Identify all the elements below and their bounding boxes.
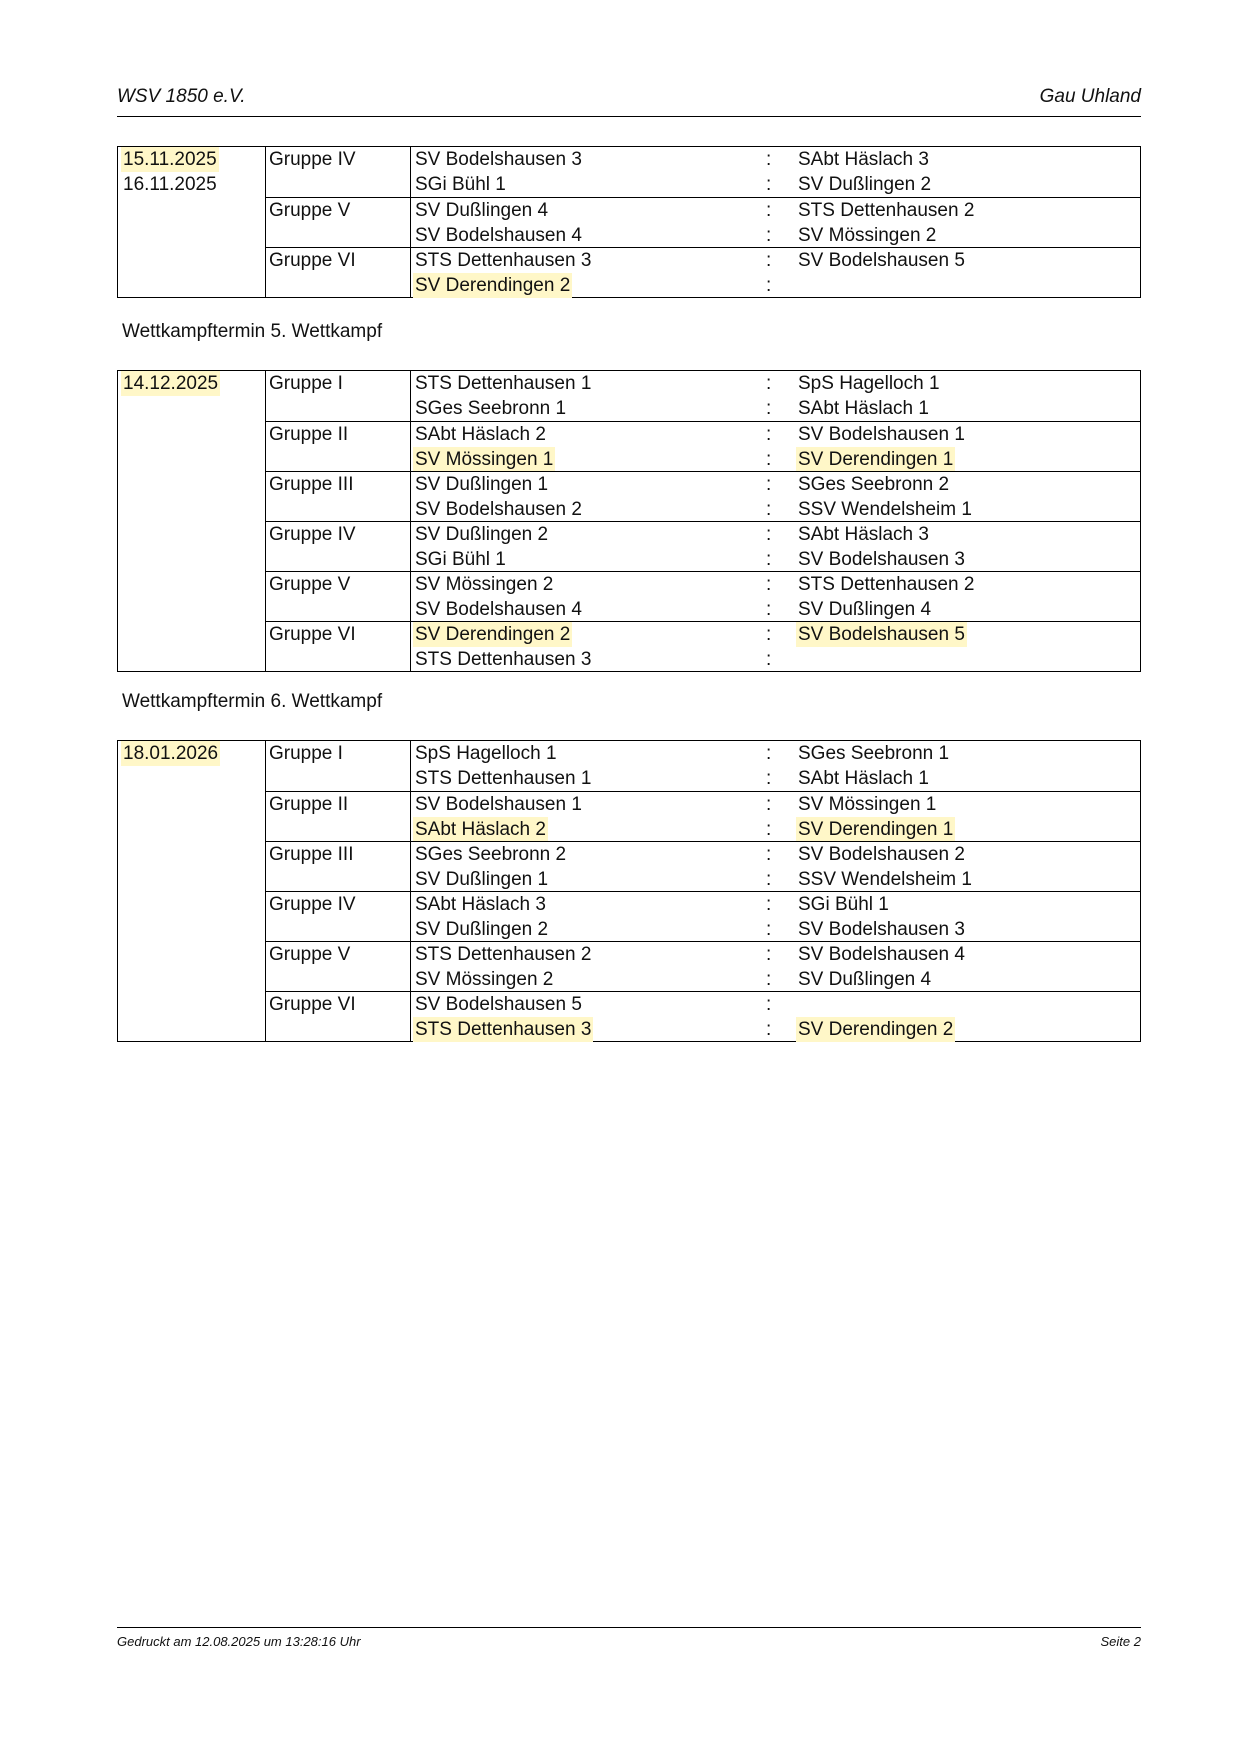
home-team: SV Dußlingen 1 [415,474,549,495]
match-separator: : [766,398,772,419]
group-name-cell [265,942,411,992]
group-name: Gruppe I [269,743,343,764]
match-separator: : [766,743,772,764]
home-team: STS Dettenhausen 2 [415,944,592,965]
away-team: SV Derendingen 1 [798,449,954,470]
match-separator: : [766,869,772,890]
away-team: STS Dettenhausen 2 [798,574,975,595]
home-team: SV Dußlingen 2 [415,919,549,940]
away-team: SV Bodelshausen 4 [798,944,965,965]
group-name-cell [265,992,411,1042]
group-row [265,741,1140,791]
home-team: SpS Hagelloch 1 [415,743,557,764]
group-name-cell [265,522,411,572]
away-team: SSV Wendelsheim 1 [798,499,972,520]
schedule-block [117,740,1141,1042]
group-row [265,571,1140,622]
print-timestamp: Gedruckt am 12.08.2025 um 13:28:16 Uhr [117,1634,361,1649]
home-team: SV Mössingen 1 [415,449,554,470]
group-row [265,521,1140,572]
match-date: 15.11.2025 [123,149,217,170]
match-separator: : [766,149,772,170]
home-team: SV Mössingen 2 [415,574,554,595]
match-separator: : [766,919,772,940]
match-separator: : [766,474,772,495]
away-team: SV Mössingen 1 [798,794,937,815]
away-team: SV Derendingen 1 [798,819,954,840]
away-team: SV Bodelshausen 3 [798,549,965,570]
page-footer [117,1627,1141,1649]
match-separator: : [766,768,772,789]
away-team: SV Bodelshausen 3 [798,919,965,940]
match-date: 16.11.2025 [123,174,217,195]
home-team: SV Dußlingen 4 [415,200,549,221]
group-name-cell [265,422,411,472]
home-team: SGi Bühl 1 [415,174,506,195]
home-team: SGes Seebronn 2 [415,844,567,865]
away-team: SGes Seebronn 2 [798,474,950,495]
group-name-cell [265,792,411,842]
group-name: Gruppe IV [269,524,356,545]
group-name: Gruppe II [269,424,349,445]
group-row [265,247,1140,298]
group-row [265,791,1140,842]
group-name-cell [265,147,411,197]
group-name: Gruppe IV [269,149,356,170]
group-name-cell [265,622,411,672]
home-team: STS Dettenhausen 3 [415,1019,592,1040]
group-row [265,991,1140,1042]
away-team: SAbt Häslach 1 [798,768,929,789]
away-team: SGes Seebronn 1 [798,743,950,764]
home-team: STS Dettenhausen 1 [415,373,592,394]
match-separator: : [766,994,772,1015]
home-team: SV Bodelshausen 4 [415,225,582,246]
home-team: SGi Bühl 1 [415,549,506,570]
away-team: SV Dußlingen 2 [798,174,932,195]
match-separator: : [766,250,772,271]
group-name: Gruppe V [269,574,351,595]
away-team: SpS Hagelloch 1 [798,373,940,394]
away-team: STS Dettenhausen 2 [798,200,975,221]
away-team: SV Bodelshausen 2 [798,844,965,865]
group-name: Gruppe I [269,373,343,394]
away-team: SAbt Häslach 1 [798,398,929,419]
date-column [118,371,266,671]
match-separator: : [766,574,772,595]
group-row [265,471,1140,522]
match-separator: : [766,424,772,445]
match-separator: : [766,649,772,670]
group-row [265,421,1140,472]
group-name: Gruppe VI [269,250,356,271]
home-team: SV Bodelshausen 3 [415,149,582,170]
home-team: SV Derendingen 2 [415,275,571,296]
home-team: SAbt Häslach 3 [415,894,546,915]
home-team: SAbt Häslach 2 [415,819,546,840]
group-row [265,841,1140,892]
section-title: Wettkampftermin 5. Wettkampf [122,321,383,342]
away-team: SV Dußlingen 4 [798,969,932,990]
group-name-cell [265,371,411,421]
match-separator: : [766,200,772,221]
home-team: STS Dettenhausen 1 [415,768,592,789]
away-team: SGi Bühl 1 [798,894,889,915]
group-name: Gruppe V [269,944,351,965]
match-separator: : [766,844,772,865]
group-name-cell [265,741,411,791]
match-separator: : [766,894,772,915]
section-title: Wettkampftermin 6. Wettkampf [122,691,383,712]
match-separator: : [766,599,772,620]
group-name: Gruppe IV [269,894,356,915]
home-team: SV Bodelshausen 5 [415,994,582,1015]
group-name-cell [265,572,411,622]
match-separator: : [766,499,772,520]
away-team: SV Dußlingen 4 [798,599,932,620]
home-team: STS Dettenhausen 3 [415,250,592,271]
group-name-cell [265,842,411,892]
match-separator: : [766,275,772,296]
away-team: SAbt Häslach 3 [798,524,929,545]
away-team: SV Bodelshausen 1 [798,424,965,445]
match-separator: : [766,819,772,840]
home-team: SV Bodelshausen 4 [415,599,582,620]
match-separator: : [766,624,772,645]
away-team: SAbt Häslach 3 [798,149,929,170]
date-column [118,741,266,1041]
match-separator: : [766,373,772,394]
group-row [265,147,1140,197]
home-team: SV Mössingen 2 [415,969,554,990]
home-team: SV Bodelshausen 2 [415,499,582,520]
region-name: Gau Uhland [1039,86,1141,107]
match-separator: : [766,524,772,545]
match-separator: : [766,174,772,195]
group-name: Gruppe III [269,844,354,865]
page-number: Seite 2 [1100,1634,1141,1649]
group-name: Gruppe VI [269,624,356,645]
home-team: SGes Seebronn 1 [415,398,567,419]
away-team: SV Bodelshausen 5 [798,624,965,645]
group-row [265,371,1140,421]
match-date: 14.12.2025 [123,373,219,394]
home-team: SAbt Häslach 2 [415,424,546,445]
home-team: SV Derendingen 2 [415,624,571,645]
match-separator: : [766,969,772,990]
page-header [117,86,1141,117]
group-row [265,941,1140,992]
group-name-cell [265,198,411,248]
club-name: WSV 1850 e.V. [117,86,246,107]
schedule-block [117,146,1141,298]
date-column [118,147,266,297]
home-team: SV Dußlingen 2 [415,524,549,545]
match-separator: : [766,225,772,246]
group-row [265,197,1140,248]
match-separator: : [766,794,772,815]
match-separator: : [766,1019,772,1040]
home-team: STS Dettenhausen 3 [415,649,592,670]
group-name: Gruppe II [269,794,349,815]
group-row [265,891,1140,942]
away-team: SV Derendingen 2 [798,1019,954,1040]
group-name-cell [265,472,411,522]
group-name: Gruppe V [269,200,351,221]
home-team: SV Bodelshausen 1 [415,794,582,815]
match-separator: : [766,449,772,470]
home-team: SV Dußlingen 1 [415,869,549,890]
away-team: SV Mössingen 2 [798,225,937,246]
group-name-cell [265,892,411,942]
match-date: 18.01.2026 [123,743,219,764]
match-separator: : [766,549,772,570]
group-name: Gruppe III [269,474,354,495]
away-team: SV Bodelshausen 5 [798,250,965,271]
group-row [265,621,1140,672]
schedule-block [117,370,1141,672]
away-team: SSV Wendelsheim 1 [798,869,972,890]
match-separator: : [766,944,772,965]
group-name-cell [265,248,411,298]
group-name: Gruppe VI [269,994,356,1015]
